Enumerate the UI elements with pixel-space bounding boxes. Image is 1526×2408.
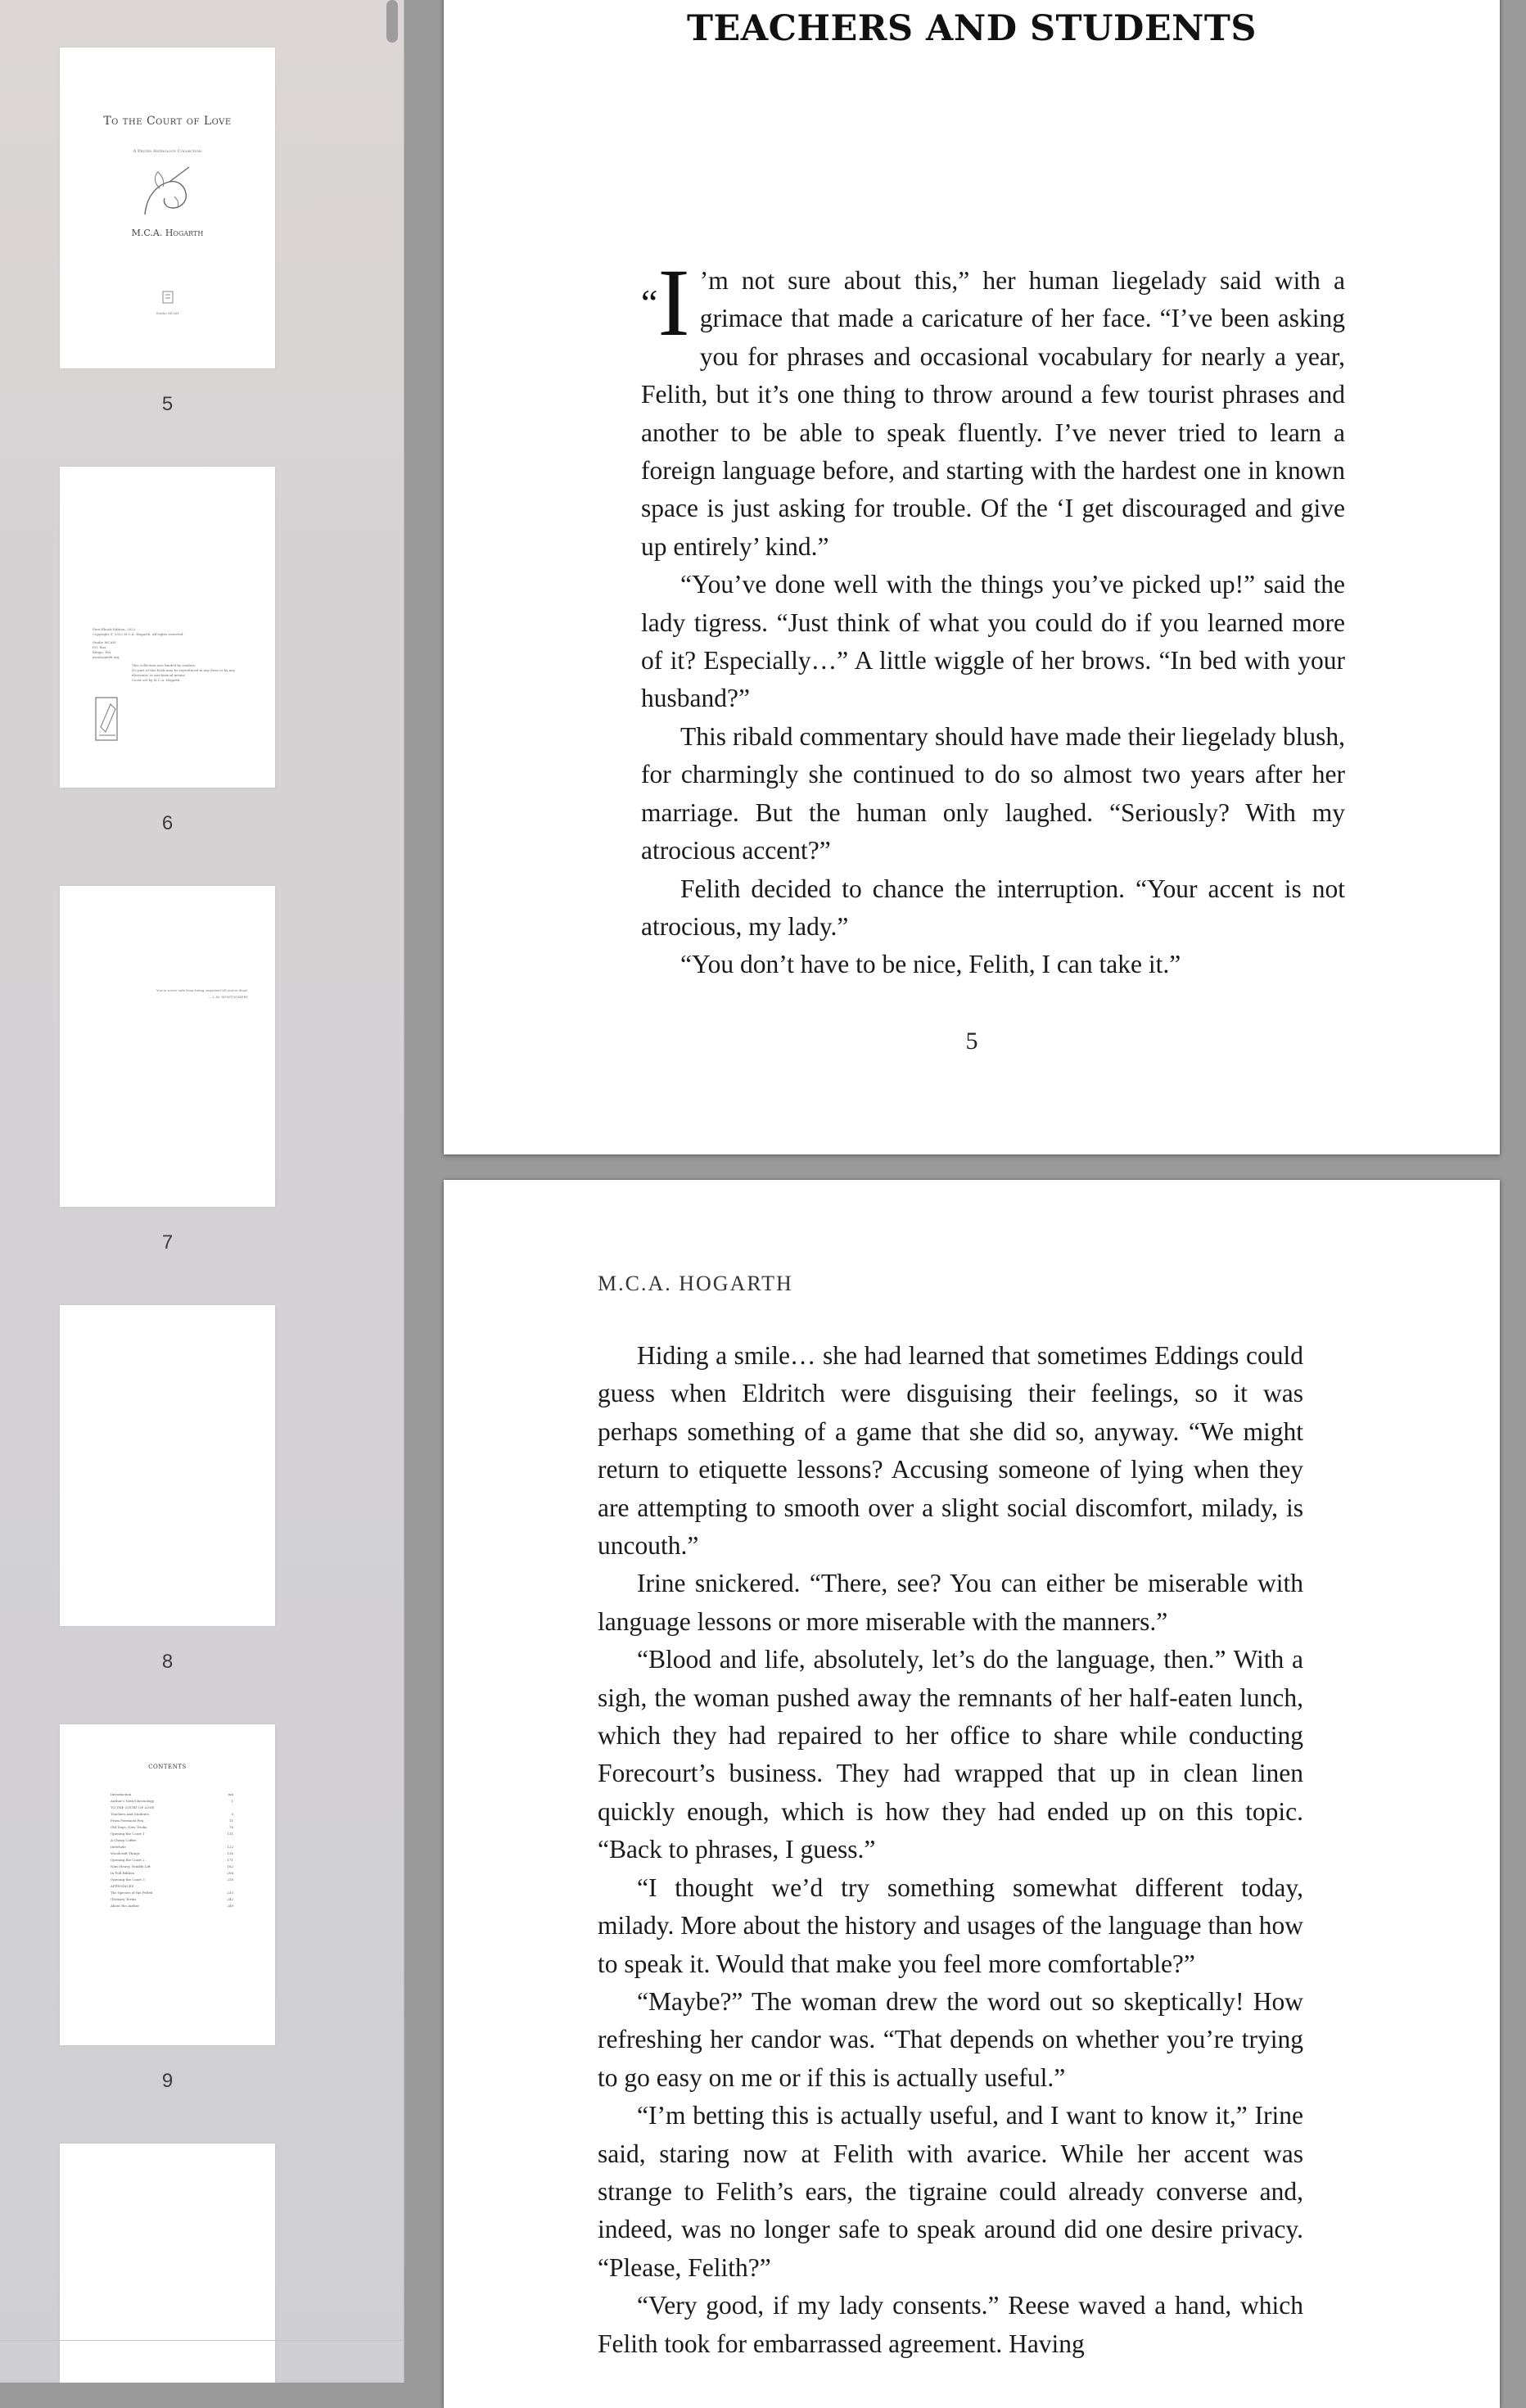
copyright-line: Copyright © 2022 M.C.A. Hogarth. All rights reserved. [93,632,184,636]
contents-entry-page: 204 [227,1871,233,1875]
contents-entry-title: In Full Ribbon [111,1871,135,1875]
contents-entry-page: 249 [227,1904,233,1908]
contents-entry-title: A Cheap Coffee [111,1838,137,1842]
contents-entry-title: Old Dogs, New Tricks [111,1825,147,1829]
sidebar-divider [0,2340,404,2341]
paragraph: “Blood and life, absolutely, let’s do the language, then.” With a sigh, the woman pushed away the remnants of her half-eaten lunch, which they had repaired to her office to share while conducting Forecourt’s business. They had wrapped that up in clean linen quickly enough, which is how they had ended up on this topic. “Back to phrases, I guess.” [598,1645,1303,1864]
thumbnail-sidebar[interactable] [0,0,404,2383]
contents-entry-page: 242 [227,1897,233,1901]
copyright-line: mcahogarth.org [93,655,120,659]
thumbnail-page-number: 5 [161,393,174,415]
epigraph-text: You're never safe from being surprised till you're dead. [156,988,248,992]
thumbnail-page-number: 8 [161,1651,174,1673]
copyright-line: Kenpo, WA [93,650,111,654]
contents-entry-page: 182 [227,1864,233,1868]
paragraph: “I thought we’d try something somewhat different today, milady. More about the history and usages of the language than how to speak it. Would that make you feel more comfortable?” [598,1873,1303,1978]
paragraph: Hiding a smile… she had learned that sometimes Eddings could guess when Eldritch were disguising their feelings, so it was perhaps something of a game that she did so, anyway. “We might return to etiquette lessons? Accusing someone of lying when they are attempting to smooth over a slight social discomfort, milady, is uncouth.” [598,1341,1303,1561]
copyright-line: Cover art by M.C.A. Hogarth. [132,678,181,682]
thumbnail-author: M.C.A. Hogarth [131,228,204,238]
paragraph-text: ’m not sure about this,” her human liegelady said with a grimace that made a caricature of her face. “I’ve been asking you for phrases and occasional vocabulary for nearly a year, Felith, but it’s one thing to throw around a few tourist phrases and another to be able to speak fluently. I’ve never tried to learn a foreign language before, and starting with the hardest one in known space is just asking for trouble. Of the ‘I get discouraged and give up entirely’ kind.” [641,266,1345,561]
contents-entry [111,1811,233,1818]
thumbnail-title: To the Court of Love [103,115,232,128]
copyright-line: P.O. Box [93,645,106,649]
contents-entry [111,1791,233,1798]
contents-entry [111,1844,233,1850]
copyright-line: This collection was funded by readers. [132,663,196,667]
contents-entry-title: APPENDICES [111,1884,134,1888]
contents-entry-title: Introduction [111,1792,132,1796]
paragraph: “Very good, if my lady consents.” Reese waved a hand, which Felith took for embarrassed agreement. Having [598,2291,1303,2358]
contents-entry-page: 136 [227,1851,233,1855]
contents-entry-title: Teachers And Students [111,1812,149,1816]
contents-entry-title: Interlude [111,1845,126,1849]
contents-entry-title: Glossary Terms [111,1897,137,1901]
contents-entry-title: Author's Note/Chronology [111,1799,155,1803]
contents-entry [111,1903,233,1909]
paragraph: “I’m betting this is actually useful, and I want to know it,” Irine said, staring now at Felith with avarice. While her accent was strange to Felith’s ears, the tigraine could already converse and, indeed, was no longer safe to speak around did one desire privacy. “Please, Felith?” [598,2101,1303,2282]
thumbnail-page-number: 9 [161,2070,174,2092]
contents-entry-title: The Species of the Pelted [111,1891,153,1895]
contents-entry [111,1818,233,1824]
copyright-line: First Ebook Edition, 2022 [93,627,136,631]
contents-entry-page: 11 [228,1818,233,1823]
contents-entry-title: Opening the Court 1 [111,1832,145,1836]
copyright-line: Studio MCAH [93,640,115,644]
contents-entry-title: Nine Heavy, Nimbly Lift [111,1864,151,1868]
contents-entry [111,1798,233,1805]
paragraph [641,249,1345,566]
contents-entry-page: 218 [227,1877,233,1882]
contents-entry-title: Opening the Court 2 [111,1858,145,1862]
drop-cap-letter: I [657,249,690,356]
contents-entry [111,1890,233,1896]
contents-entry [111,1870,233,1877]
thumbnail-contents-heading: CONTENTS [148,1764,187,1770]
thumbnail-page-10[interactable] [60,2144,275,2383]
running-head: M.C.A. HOGARTH [598,1272,793,1295]
contents-entry-page: 1 [231,1799,233,1803]
contents-entry [111,1824,233,1831]
contents-entry [111,1883,233,1890]
paragraph: Felith decided to chance the interruption. “Your accent is not atrocious, my lady.” [641,874,1345,941]
copyright-line: No part of this book may be reproduced in any form or by any electronic or mechanical means. [132,668,235,677]
thumbnail-page-7[interactable] [60,886,275,1207]
contents-entry-page: 76 [228,1825,233,1829]
contents-entry-page: 5 [231,1812,233,1816]
thumbnail-page-number: 6 [161,812,174,834]
document-page-6 [444,1180,1500,2408]
thumbnail-epigraph [76,987,248,1001]
epigraph-attribution: — L.M. MONTGOMERY [208,995,248,999]
contents-entry [111,1805,233,1811]
contents-entry [111,1850,233,1857]
drop-cap-quote: “ [641,282,658,323]
thumbnail-page-9[interactable] [60,1724,275,2045]
thumbnail-contents-list [111,1791,233,1909]
thumbnail-page-6[interactable] [60,467,275,788]
paragraph: “You don’t have to be nice, Felith, I can take it.” [680,950,1181,979]
paragraph: Irine snickered. “There, see? You can either be miserable with language lessons or more miserable with the manners.” [598,1569,1303,1636]
contents-entry [111,1831,233,1837]
paragraph: “Maybe?” The woman drew the word out so skeptically! How refreshing her candor was. “That depends on whether you’re trying to go easy on me or if this is actually useful.” [598,1986,1303,2092]
contents-entry-page: 111 [227,1832,233,1836]
unicorn-illustration-icon [138,164,197,218]
contents-entry-title: TO THE COURT OF LOVE [111,1805,155,1809]
page-body-text [641,249,1345,984]
page-body-text [598,1337,1303,2363]
thumbnail-page-number: 7 [161,1231,174,1254]
thumbnail-page-5[interactable] [60,47,275,368]
contents-entry-page: 171 [227,1858,233,1862]
thumbnail-publisher: Studio MCAH [156,311,179,315]
publisher-logo-icon [161,290,174,306]
thumbnail-copyright-text [93,627,240,683]
contents-entry [111,1857,233,1864]
contents-entry-title: About the Author [111,1904,140,1908]
stamp-illustration-icon [93,694,125,743]
chapter-title: TEACHERS AND STUDENTS [687,8,1257,49]
contents-entry-title: Woodcraft Things [111,1851,140,1855]
sidebar-scrollbar[interactable] [386,0,398,43]
thumbnail-page-8[interactable] [60,1305,275,1626]
contents-entry-title: Opening the Court 3 [111,1877,145,1882]
paragraph: “You’ve done well with the things you’ve picked up!” said the lady tigress. “Just think of what you could do if you learned more of it? Especially…” A little wiggle of her brows. “In bed with your husband?” [641,570,1345,713]
thumbnail-subtitle: A Pelted Anthology Collection [133,149,202,154]
document-page-5 [444,0,1500,1154]
contents-entry [111,1837,233,1844]
contents-entry-title: From Foremost Fen [111,1818,144,1823]
contents-entry [111,1877,233,1883]
drop-cap [641,249,690,356]
contents-entry-page: 122 [227,1845,233,1849]
contents-entry-page: xiii [228,1792,233,1796]
contents-entry [111,1896,233,1903]
contents-entry-page: 233 [227,1891,233,1895]
paragraph: This ribald commentary should have made their liegelady blush, for charmingly she continued to do so almost two years after her marriage. But the human only laughed. “Seriously? With my atrocious accent?” [641,721,1345,865]
contents-entry [111,1864,233,1870]
page-number: 5 [965,1028,978,1055]
